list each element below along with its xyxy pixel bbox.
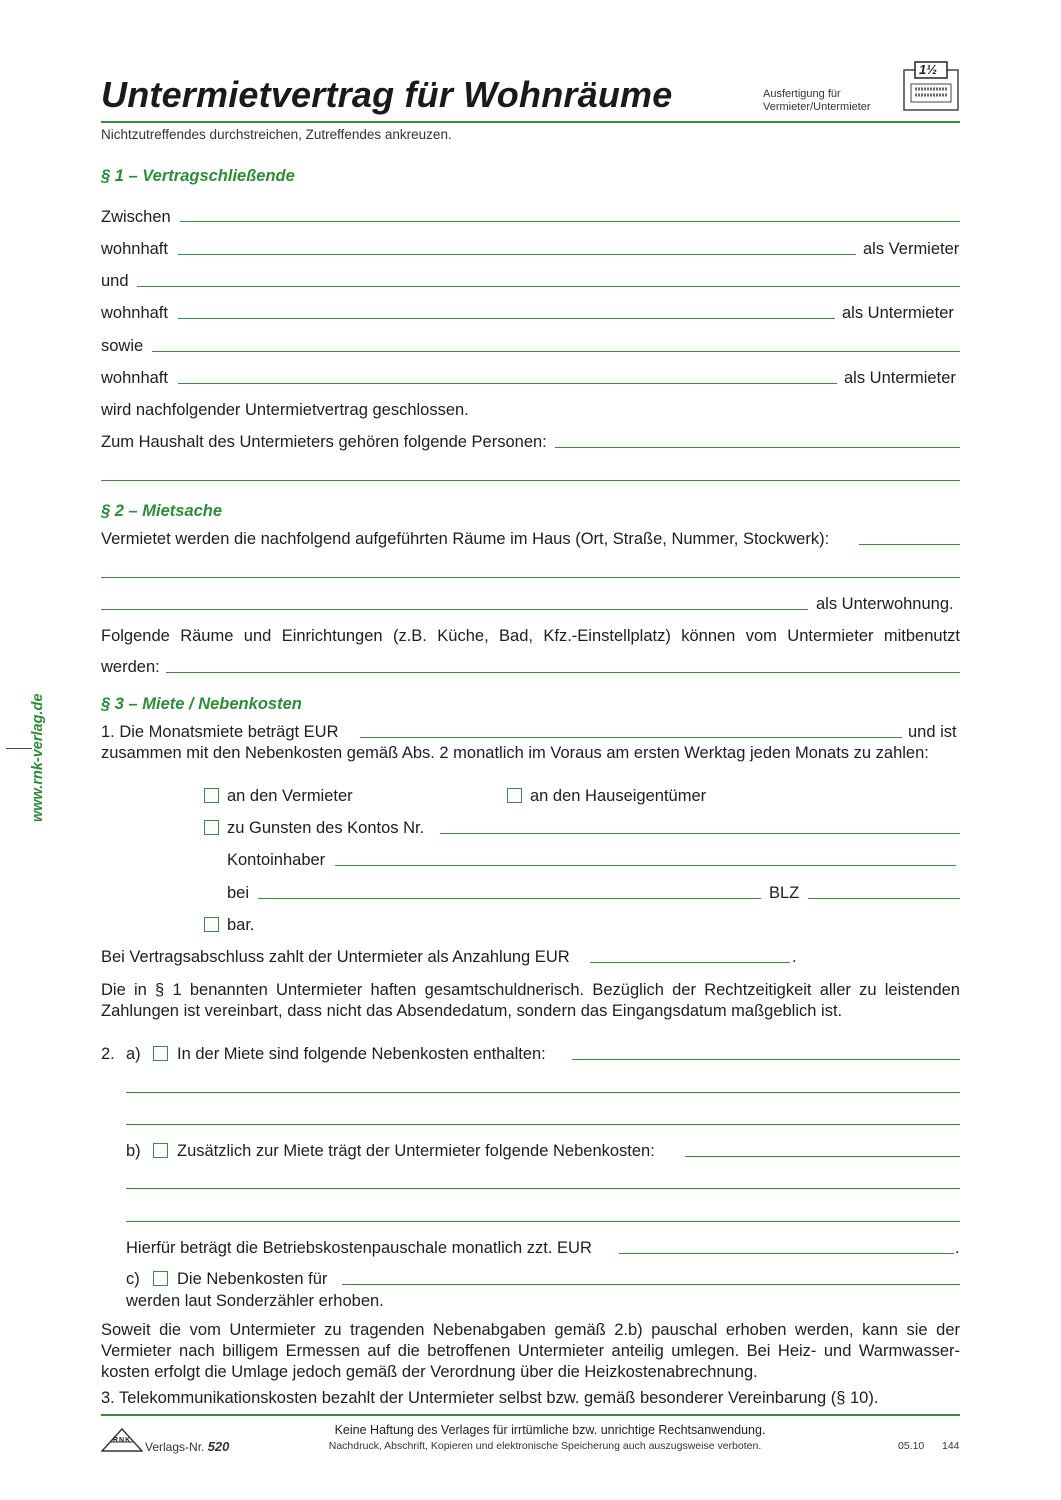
field-vermieter-address[interactable] xyxy=(178,254,856,255)
text-sonderzaehler: werden laut Sonderzähler erhoben. xyxy=(126,1292,384,1310)
anzahlung-period: . xyxy=(792,948,797,966)
label-an-hauseigentuemer: an den Hauseigentümer xyxy=(530,787,707,805)
text-telekom: 3. Telekommunikationskosten bezahlt der Untermieter selbst bzw. gemäß besonderer Vereinbarung (§ 10). xyxy=(101,1389,879,1407)
label-monatsmiete: 1. Die Monatsmiete beträgt EUR xyxy=(101,723,339,741)
label-wohnhaft-1: wohnhaft xyxy=(101,240,168,258)
footer-nachdruck: Nachdruck, Abschrift, Kopieren und elektronische Speicherung auch auszugsweise verboten. xyxy=(328,1440,762,1452)
field-haus-2[interactable] xyxy=(101,577,960,578)
label-sowie: sowie xyxy=(101,337,144,355)
field-2a-3[interactable] xyxy=(126,1124,960,1125)
label-nr2: 2. xyxy=(101,1045,115,1063)
field-2b-2[interactable] xyxy=(126,1188,960,1189)
field-2a-1[interactable] xyxy=(572,1059,960,1060)
text-2b: Zusätzlich zur Miete trägt der Untermieter folgende Nebenkosten: xyxy=(177,1142,655,1160)
field-haushalt-1[interactable] xyxy=(555,447,960,448)
verlags-label: Verlags-Nr. xyxy=(145,1440,205,1454)
text-2c: Die Nebenkosten für xyxy=(177,1270,328,1288)
section2-heading: § 2 – Mietsache xyxy=(101,502,223,520)
field-bank[interactable] xyxy=(258,898,761,899)
verlags-nr xyxy=(145,1439,229,1454)
field-anzahlung[interactable] xyxy=(590,962,790,963)
text-2a: In der Miete sind folgende Nebenkosten enthalten: xyxy=(177,1045,546,1063)
rnk-logo-letters: RNK xyxy=(113,1437,132,1444)
section3-heading: § 3 – Miete / Nebenkosten xyxy=(101,695,302,713)
document-title: Untermietvertrag für Wohnräume xyxy=(101,74,673,115)
field-haus-3[interactable] xyxy=(101,609,808,610)
checkbox-2b[interactable] xyxy=(153,1143,168,1158)
label-haushalt: Zum Haushalt des Untermieters gehören folgende Personen: xyxy=(101,433,547,451)
field-2b-1[interactable] xyxy=(685,1156,960,1157)
label-2a: a) xyxy=(126,1045,141,1063)
label-bei: bei xyxy=(227,884,250,902)
footer-rule xyxy=(101,1414,960,1416)
publisher-url: www.rnk-verlag.de xyxy=(30,693,46,822)
instruction-text: Nichtzutreffendes durchstreichen, Zutreffendes ankreuzen. xyxy=(101,127,452,142)
footer-number: 144 xyxy=(942,1440,960,1452)
label-wohnhaft-2: wohnhaft xyxy=(101,304,168,322)
field-monatsmiete[interactable] xyxy=(360,737,902,738)
checkbox-an-hauseigentuemer[interactable] xyxy=(507,788,522,803)
ausfertigung-line1: Ausfertigung für xyxy=(763,88,841,100)
field-mitbenutzung[interactable] xyxy=(166,672,960,673)
text-gesamtschuld: Die in § 1 benannten Untermieter haften gesamtschuldnerisch. Bezüglich der Rechtzeitigkeit aller zu leistenden Zahlungen ist vereinbart, dass nicht das Absendedatum, sondern das Eingangsdatum maßgeblich ist. xyxy=(101,981,960,1020)
label-und: und xyxy=(101,272,129,290)
copy-badge-icon xyxy=(903,60,959,112)
checkbox-an-vermieter[interactable] xyxy=(204,788,219,803)
footer-date: 05.10 xyxy=(898,1440,925,1452)
ausfertigung-note xyxy=(763,88,871,114)
field-haushalt-2[interactable] xyxy=(101,480,960,481)
label-und-ist: und ist xyxy=(908,723,957,741)
field-untermieter2-name[interactable] xyxy=(152,351,960,352)
pauschale-period: . xyxy=(955,1239,960,1257)
text-soweit: Soweit die vom Untermieter zu tragenden Nebenabgaben gemäß 2.b) pauschal erhoben werden, kann sie der Vermieter nach billigem Ermessen auf die betroffenen Untermieter anteilig umlegen. Bei Heiz- und Warmwasserkosten erfolgt die Umlage jedoch gemäß der Verordnung über die Heizkostenabrechnung. xyxy=(101,1321,960,1381)
verlags-number: 520 xyxy=(207,1439,230,1454)
field-2b-3[interactable] xyxy=(126,1221,960,1222)
label-anzahlung: Bei Vertragsabschluss zahlt der Untermieter als Anzahlung EUR xyxy=(101,948,570,966)
label-als-untermieter-2: als Untermieter xyxy=(844,369,956,387)
label-an-vermieter: an den Vermieter xyxy=(227,787,353,805)
header-rule xyxy=(101,121,960,123)
field-untermieter1-address[interactable] xyxy=(178,318,835,319)
checkbox-bar[interactable] xyxy=(204,917,219,932)
text-vermietet: Vermietet werden die nachfolgend aufgeführten Räume im Haus (Ort, Straße, Nummer, Stockwerk): xyxy=(101,530,830,548)
label-kontoinhaber: Kontoinhaber xyxy=(227,851,326,869)
label-zwischen: Zwischen xyxy=(101,208,171,226)
footer-haftung: Keine Haftung des Verlages für irrtümliche bzw. unrichtige Rechtsanwendung. xyxy=(334,1423,766,1437)
fold-mark xyxy=(6,748,32,749)
field-haus-1[interactable] xyxy=(859,544,960,545)
label-unterwohnung: als Unterwohnung. xyxy=(816,595,954,613)
label-wohnhaft-3: wohnhaft xyxy=(101,369,168,387)
copy-badge-text: 1½ xyxy=(919,62,938,77)
field-2a-2[interactable] xyxy=(126,1092,960,1093)
label-2c: c) xyxy=(126,1270,140,1288)
label-als-vermieter: als Vermieter xyxy=(863,240,960,258)
label-als-untermieter-1: als Untermieter xyxy=(842,304,954,322)
label-2b: b) xyxy=(126,1142,141,1160)
section1-heading: § 1 – Vertragschließende xyxy=(101,167,295,185)
label-werden: werden: xyxy=(101,658,160,676)
label-pauschale: Hierfür beträgt die Betriebskostenpauschale monatlich zzt. EUR xyxy=(126,1239,592,1257)
field-kontonummer[interactable] xyxy=(440,833,960,834)
checkbox-2c[interactable] xyxy=(153,1271,168,1286)
field-2c[interactable] xyxy=(342,1284,960,1285)
field-vermieter-name[interactable] xyxy=(180,221,960,222)
label-bar: bar. xyxy=(227,916,255,934)
field-untermieter1-name[interactable] xyxy=(137,286,960,287)
checkbox-konto[interactable] xyxy=(204,820,219,835)
text-folgende-raeume: Folgende Räume und Einrichtungen (z.B. Küche, Bad, Kfz.-Einstellplatz) können vom Untermieter mitbenutzt xyxy=(101,627,960,645)
text-geschlossen: wird nachfolgender Untermietvertrag geschlossen. xyxy=(101,401,469,419)
rnk-logo xyxy=(101,1428,143,1452)
field-blz[interactable] xyxy=(808,898,960,899)
ausfertigung-line2: Vermieter/Untermieter xyxy=(763,101,871,113)
checkbox-2a[interactable] xyxy=(153,1046,168,1061)
field-pauschale[interactable] xyxy=(619,1253,954,1254)
field-untermieter2-address[interactable] xyxy=(178,383,837,384)
field-kontoinhaber[interactable] xyxy=(335,865,956,866)
text-zusammen: zusammen mit den Nebenkosten gemäß Abs. 2 monatlich im Voraus am ersten Werktag jeden Monats zu zahlen: xyxy=(101,744,929,762)
label-zu-gunsten: zu Gunsten des Kontos Nr. xyxy=(227,819,425,837)
label-blz: BLZ xyxy=(769,884,800,902)
